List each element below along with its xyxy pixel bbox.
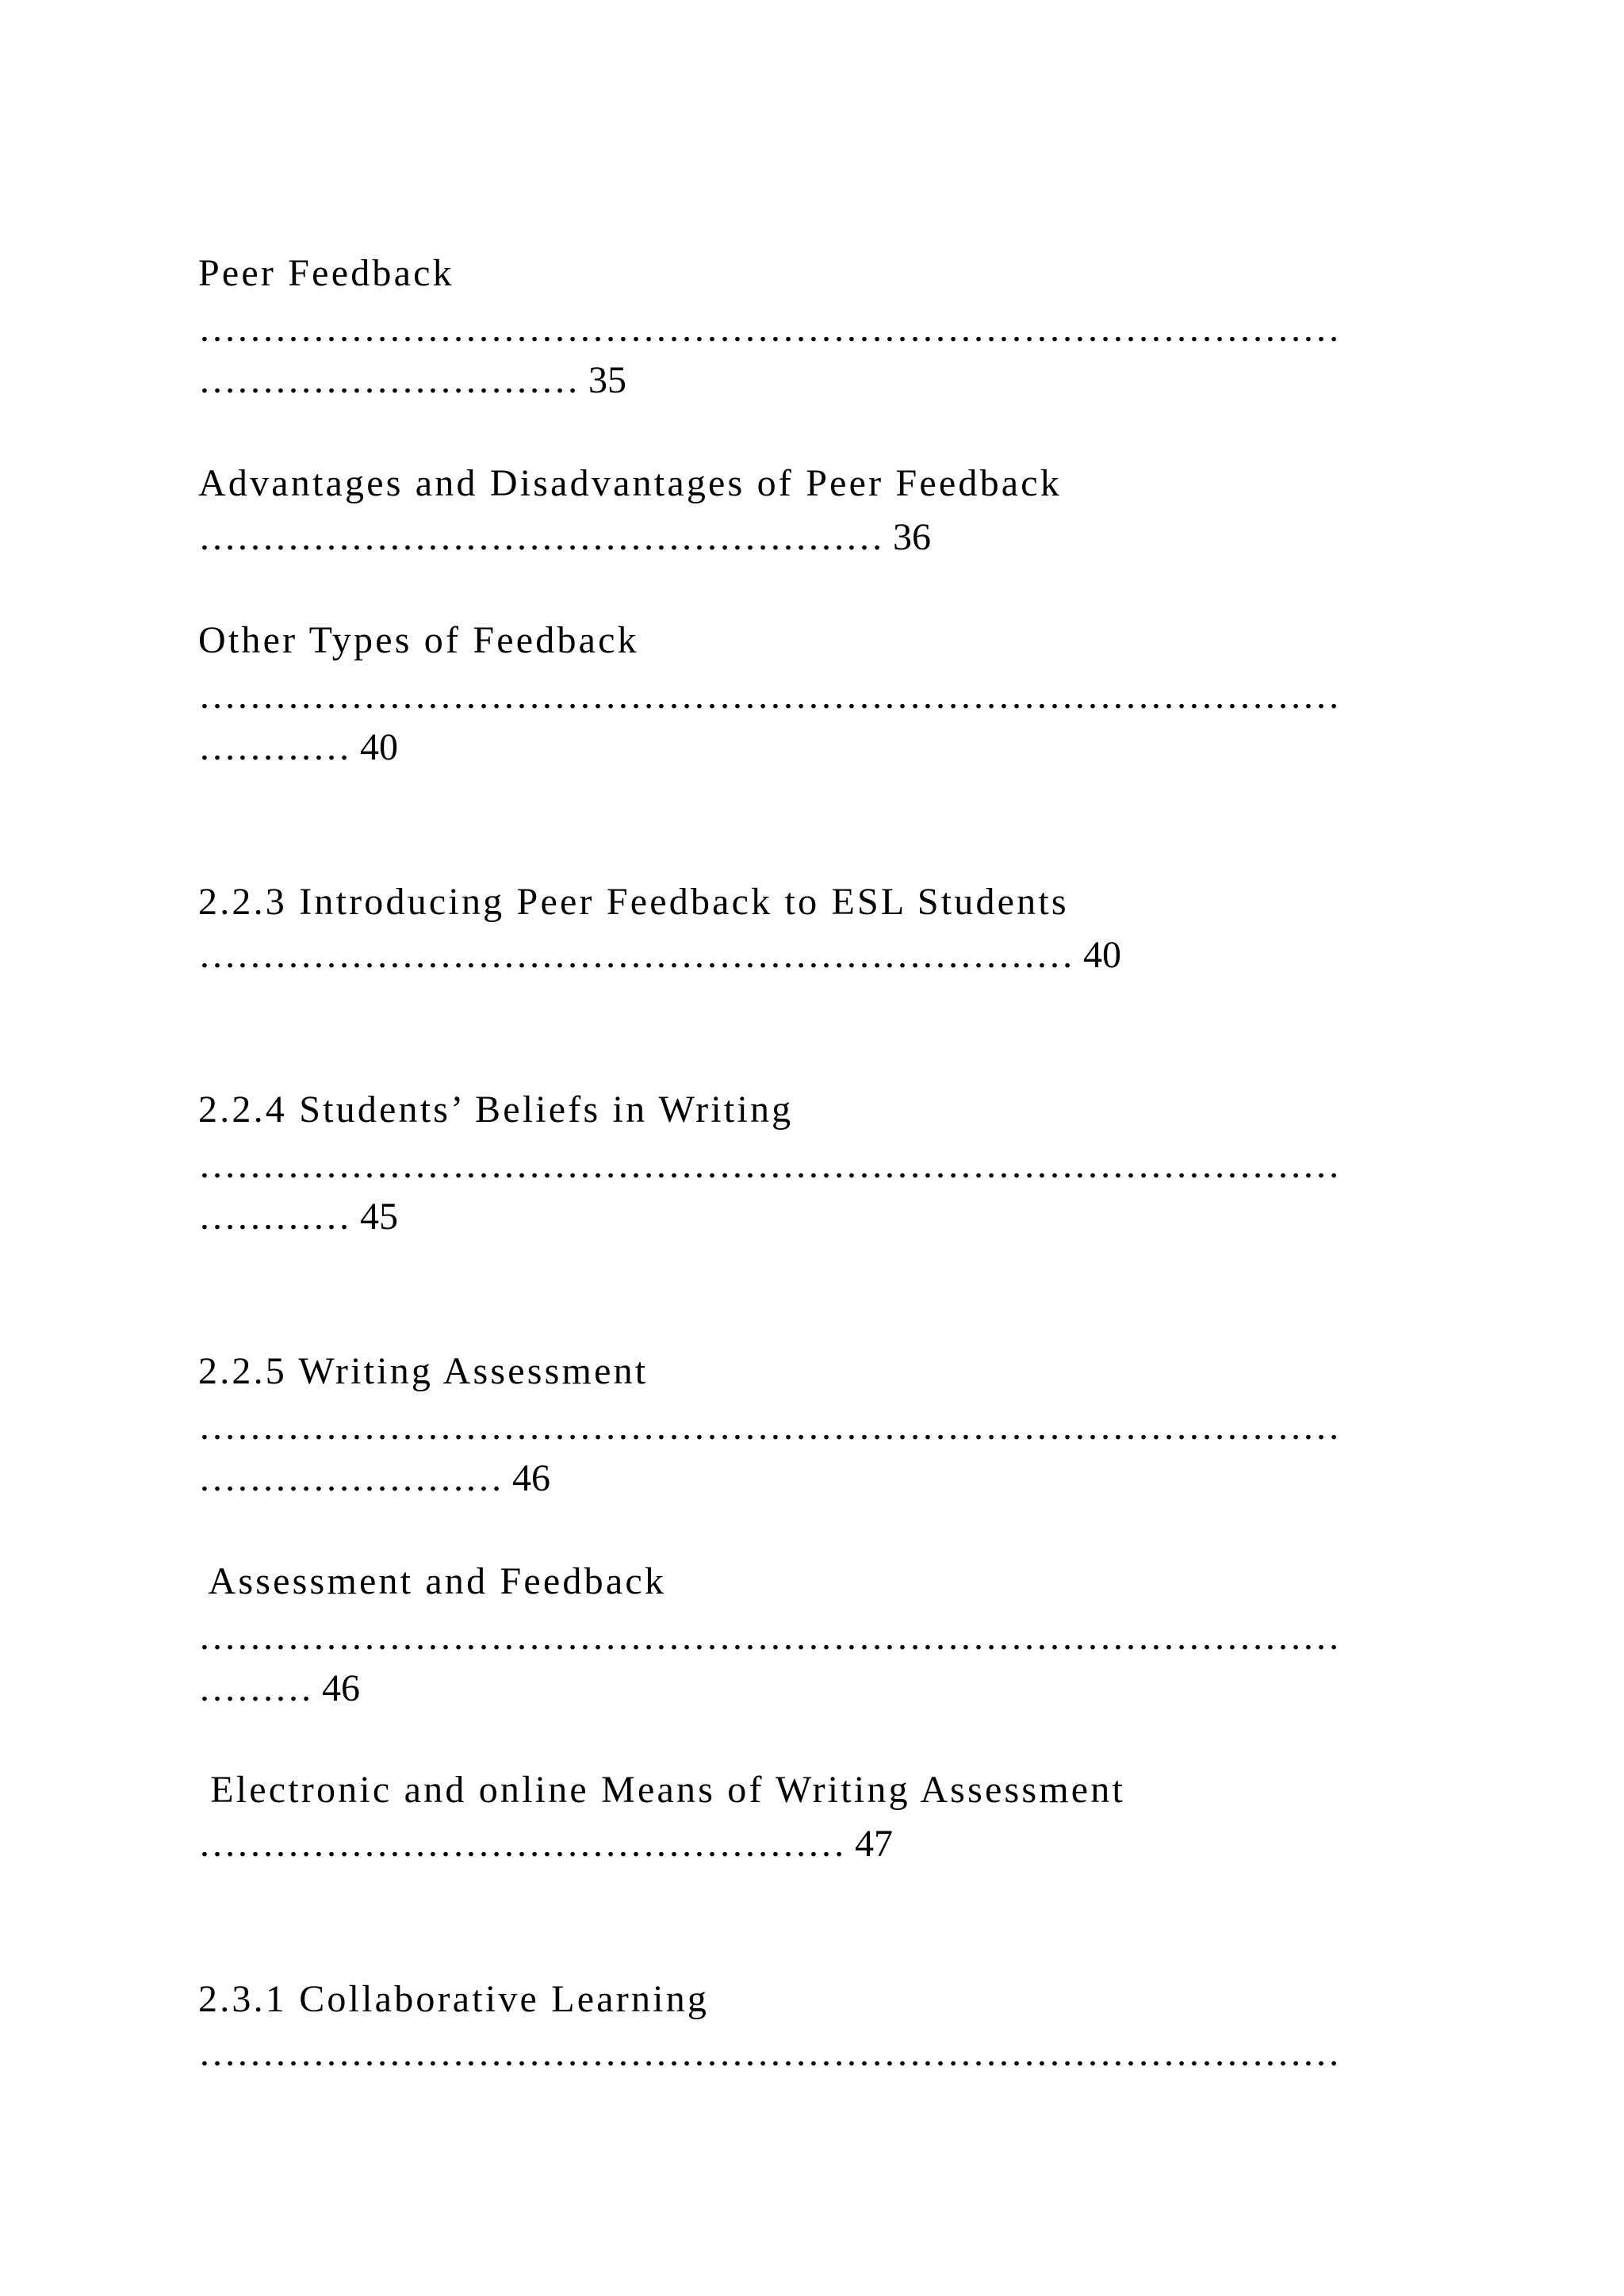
toc-entry-title: 2.2.3 Introducing Peer Feedback to ESL Students — [198, 881, 1069, 923]
toc-entry-title: Other Types of Feedback — [198, 619, 639, 661]
toc-entry-title: Peer Feedback — [198, 252, 454, 294]
toc-entry-leader-page: ………… 40 — [198, 726, 398, 768]
toc-entry-leader: ……………………………………………………………………………… — [198, 1144, 1340, 1186]
toc-entry-leader-page: ……… 46 — [198, 1667, 360, 1709]
toc-entry-leader: ……………………………………………………………………………… — [198, 1616, 1340, 1658]
toc-entry-leader: ……………………………………………………………………………… — [198, 1406, 1340, 1448]
toc-entry-leader: ……………………………………………………………………………… — [198, 2032, 1340, 2074]
toc-entry-leader-page: ……………………………………………… 36 — [198, 516, 931, 558]
toc-entry-leader-page: ………… 45 — [198, 1196, 398, 1238]
toc-entry-title: 2.2.4 Students’ Beliefs in Writing — [198, 1089, 794, 1131]
toc-entry-leader-page: ………………………… 35 — [198, 359, 626, 401]
toc-entry-leader: ……………………………………………………………………………… — [198, 675, 1340, 717]
toc-entry-title: Electronic and online Means of Writing Assessment — [198, 1769, 1125, 1811]
toc-entry-title: Advantages and Disadvantages of Peer Feedback — [198, 462, 1062, 504]
toc-entry-leader-page: …………………………………………… 47 — [198, 1823, 893, 1865]
toc-entry-title: Assessment and Feedback — [198, 1560, 667, 1602]
toc-entry-leader-page: …………………………………………………………… 40 — [198, 934, 1121, 976]
toc-entry-title: 2.2.5 Writing Assessment — [198, 1350, 649, 1392]
toc-entry-title: 2.3.1 Collaborative Learning — [198, 1978, 710, 2020]
toc-entry-leader-page: …………………… 46 — [198, 1457, 550, 1499]
toc-entry-leader: ……………………………………………………………………………… — [198, 308, 1340, 350]
